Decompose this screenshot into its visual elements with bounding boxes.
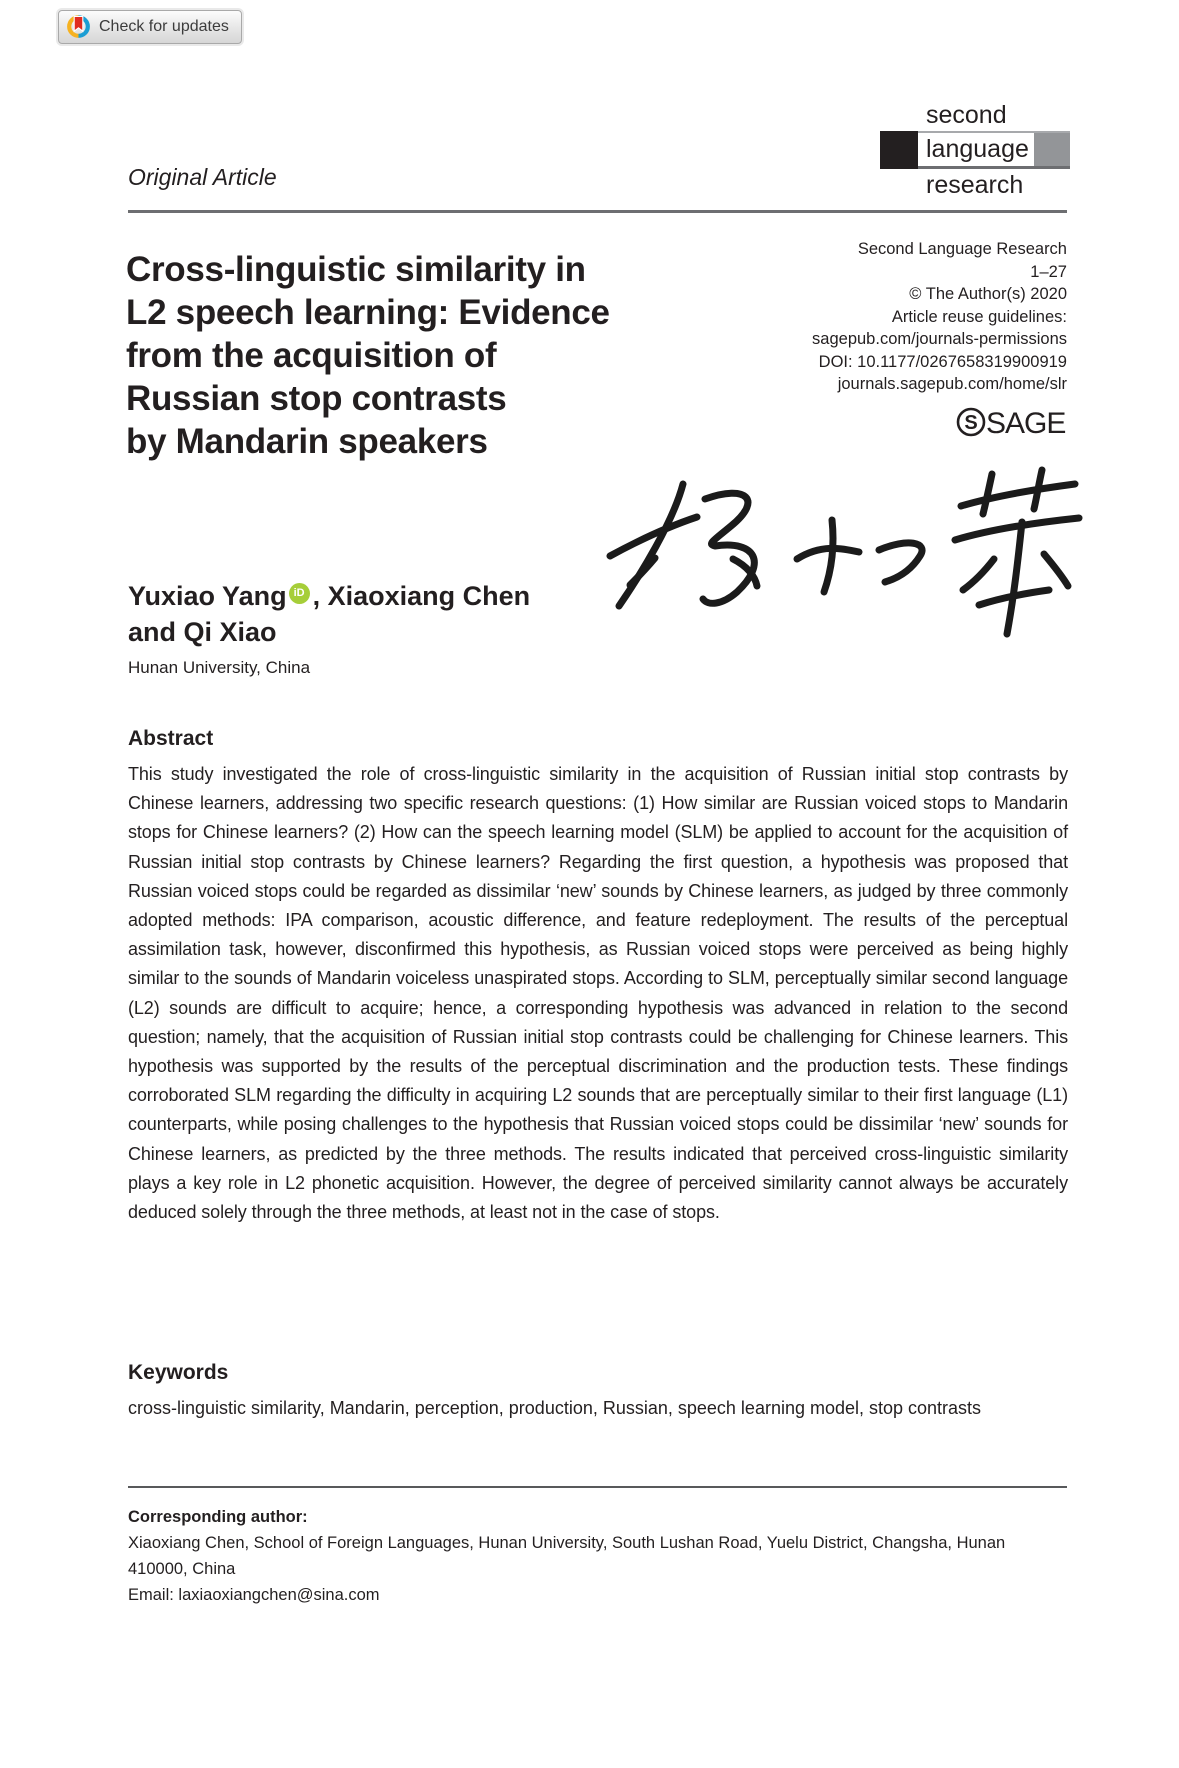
authors-line-1 <box>128 578 530 614</box>
keywords-text: cross-linguistic similarity, Mandarin, perception, production, Russian, speech learning model, stop contrasts <box>128 1398 982 1418</box>
crossmark-icon <box>66 14 91 40</box>
article-title-line: Russian stop contrasts <box>126 379 507 418</box>
handwritten-signature <box>595 462 1090 652</box>
masthead-copyright: © The Author(s) 2020 <box>909 285 1067 303</box>
correspondence-heading: Corresponding author: <box>128 1508 308 1526</box>
article-type-kicker: Original Article <box>128 164 277 190</box>
article-title <box>126 248 610 463</box>
author-yuxiao-yang: Yuxiao Yang <box>128 581 287 611</box>
masthead-journal-name: Second Language Research <box>857 240 1067 258</box>
abstract-heading: Abstract <box>128 727 214 750</box>
abstract-text: This study investigated the role of cross-linguistic similarity in the acquisition of Russian initial stop contrasts by Chinese learners, addressing two specific research questions: (1) How similar are Russian voiced stops to Mandarin stops for Chinese learners? (2) How can the speech learning model (SLM) be applied to account for the acquisition of Russian initial stop contrasts by Chinese learners? Regarding the first question, a hypothesis was proposed that Russian voiced stops could be regarded as dissimilar ‘new’ sounds by Chinese learners, as judged by three commonly adopted methods: IPA comparison, acoustic difference, and feature redeployment. The results of the perceptual assimilation task, however, disconfirmed this hypothesis, as Russian voiced stops were perceived as being highly similar to the sounds of Mandarin voiceless unaspirated stops. According to SLM, perceptually similar second language (L2) sounds are difficult to acquire; hence, a corresponding hypothesis was advanced in relation to the second question; namely, that the acquisition of Russian initial stop contrasts could be challenging for Chinese learners. This hypothesis was supported by the results of the perceptual discrimination and the production tests. These findings corroborated SLM regarding the difficulty in acquiring L2 sounds that are perceptually similar to their first language (L1) counterparts, while posing challenges to the hypothesis that Russian voiced stops could be dissimilar ‘new’ sounds for Chinese learners, as predicted by the three methods. The results indicated that perceived cross-linguistic similarity plays a key role in L2 phonetic acquisition. However, the degree of perceived similarity cannot always be accurately deduced solely through the three methods, at least not in the case of stops. <box>128 764 1068 1223</box>
masthead-journal-home-link[interactable]: journals.sagepub.com/home/slr <box>837 375 1067 393</box>
journal-logo-black-square <box>880 131 918 169</box>
masthead-permissions-link[interactable]: sagepub.com/journals-permissions <box>812 330 1067 348</box>
check-for-updates-button[interactable] <box>58 10 242 44</box>
footer-divider <box>128 1486 1067 1488</box>
article-title-line: by Mandarin speakers <box>126 422 488 461</box>
journal-logo-line-second: second <box>926 101 1007 129</box>
authors-affiliation: Hunan University, China <box>128 658 311 677</box>
authors-block <box>128 578 530 679</box>
journal-logo-gray-bar <box>1034 133 1070 166</box>
authors-line-2: and Qi Xiao <box>128 617 277 647</box>
header-divider <box>128 210 1067 213</box>
journal-logo-line-research: research <box>926 171 1024 199</box>
sage-logo-icon <box>955 404 1067 440</box>
journal-logo-row <box>880 131 1070 169</box>
journal-logo-middle <box>918 131 1070 169</box>
keywords-heading: Keywords <box>128 1361 229 1384</box>
article-title-line: L2 speech learning: Evidence <box>126 293 610 332</box>
author-xiaoxiang-chen: , Xiaoxiang Chen <box>312 581 531 611</box>
correspondence-email-link[interactable]: Email: laxiaoxiangchen@sina.com <box>128 1586 380 1604</box>
journal-logo <box>880 100 1070 200</box>
sage-publisher-logo <box>955 404 1067 447</box>
journal-logo-line-language: language <box>918 133 1034 166</box>
masthead-metadata <box>812 238 1067 446</box>
signature-calligraphy-icon <box>595 462 1090 647</box>
check-for-updates-label: Check for updates <box>99 18 229 35</box>
svg-text:SAGE: SAGE <box>986 406 1066 440</box>
correspondence-address: Xiaoxiang Chen, School of Foreign Languages, Hunan University, South Lushan Road, Yuelu District, Changsha, Hunan 410000, China <box>128 1534 1006 1578</box>
article-title-line: from the acquisition of <box>126 336 497 375</box>
svg-text:S: S <box>964 411 978 434</box>
masthead-reuse-guidelines: Article reuse guidelines: <box>891 307 1067 326</box>
article-title-line: Cross-linguistic similarity in <box>126 250 586 289</box>
masthead-page-range: 1–27 <box>1030 262 1067 281</box>
correspondence-block <box>128 1504 1068 1608</box>
orcid-icon[interactable]: iD <box>289 583 310 604</box>
masthead-doi-link[interactable]: DOI: 10.1177/0267658319900919 <box>818 352 1067 371</box>
